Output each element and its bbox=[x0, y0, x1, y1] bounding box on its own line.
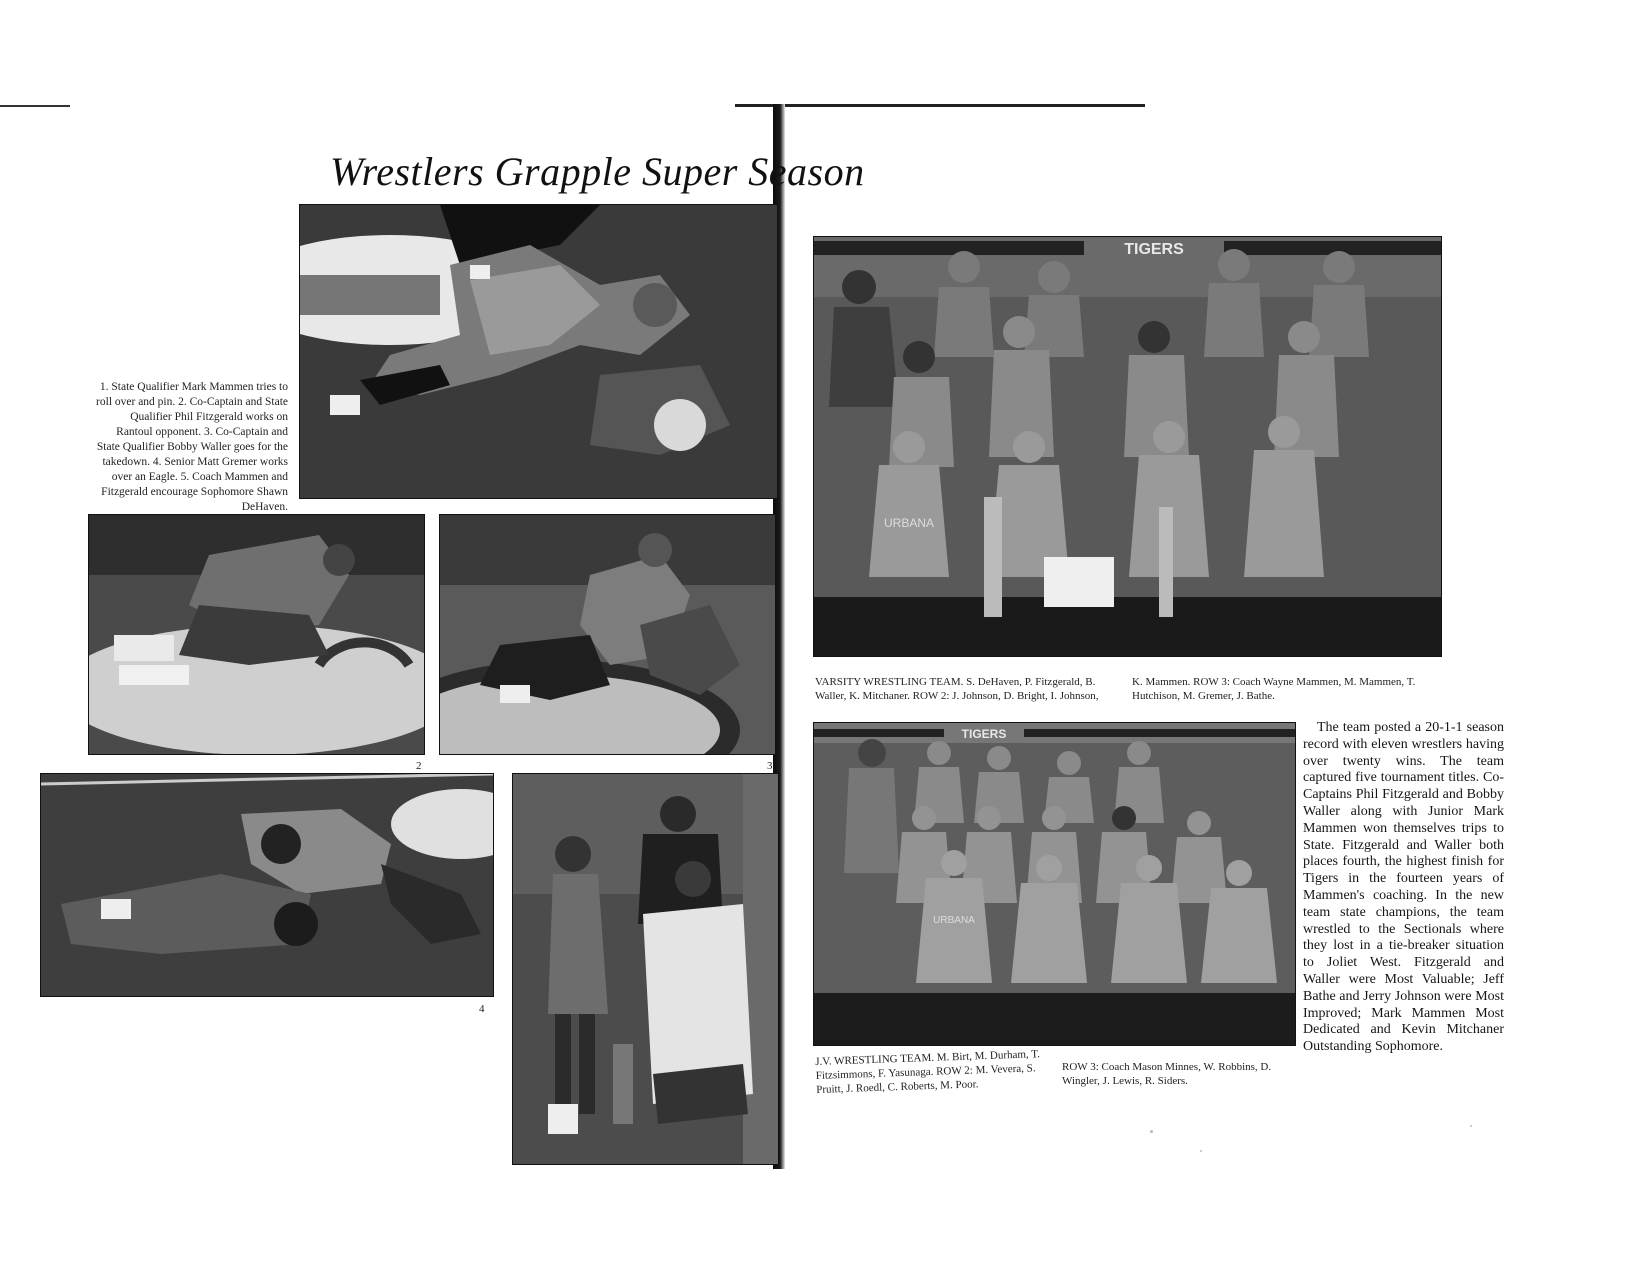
photo-varsity-team bbox=[813, 236, 1442, 657]
jv-banner-text: TIGERS bbox=[961, 727, 1007, 741]
jv-caption-col1: J.V. WRESTLING TEAM. M. Birt, M. Durham, T. Fitzsimmons, F. Yasunaga. ROW 2: M. Vevera, S. Pruitt, J. Roedl, C. Roberts, M. Poor. bbox=[815, 1048, 1041, 1096]
photo-3-waller bbox=[439, 514, 776, 755]
scan-speck bbox=[1470, 1125, 1472, 1127]
jv-caption-col2: ROW 3: Coach Mason Minnes, W. Robbins, D. Wingler, J. Lewis, R. Siders. bbox=[1062, 1061, 1272, 1087]
top-rule-right bbox=[735, 104, 1145, 107]
spread-title: Wrestlers Grapple Super Season bbox=[330, 149, 865, 194]
varsity-caption-col2: K. Mammen. ROW 3: Coach Wayne Mammen, M. Mammen, T. Hutchison, M. Gremer, J. Bathe. bbox=[1132, 676, 1416, 702]
photo-number-4: 4 bbox=[479, 1003, 485, 1015]
photo-number-3: 3 bbox=[767, 760, 773, 772]
photo-5-coach-encourage bbox=[512, 773, 779, 1165]
scan-speck bbox=[1150, 1130, 1153, 1133]
varsity-banner-text: TIGERS bbox=[1124, 241, 1184, 258]
photo-2-fitzgerald bbox=[88, 514, 425, 755]
jv-jersey-text: URBANA bbox=[933, 915, 975, 926]
photo-number-2: 2 bbox=[416, 760, 422, 772]
scan-speck bbox=[1200, 1150, 1202, 1152]
season-summary bbox=[1303, 720, 1504, 1056]
top-rule-left bbox=[0, 105, 70, 107]
photo-4-gremer bbox=[40, 773, 494, 997]
season-summary-paragraph: The team posted a 20-1-1 season record with eleven wrestlers having over twenty wins. The team captured five tournament titles. Co-Captains Phil Fitzgerald and Bobby Waller along with Junior Mark Mammen won themselves trips to State. Fitzgerald and Waller both places fourth, the highest finish for Tigers in the fourteen years of Mammen's coaching. In the new team state champions, the team wrestled to the Sectionals where they lost in a tie-breaker situation to Joliet West. Fitzgerald and Waller were Most Valuable; Jeff Bathe and Jerry Johnson were Most Improved; Mark Mammen Most Dedicated and Kevin Mitchaner Outstanding Sophomore. bbox=[1303, 720, 1504, 1055]
photo-1-mammen-roll bbox=[299, 204, 778, 499]
photo-jv-team bbox=[813, 722, 1296, 1046]
varsity-jersey-text: URBANA bbox=[883, 516, 935, 530]
photo-caption-left: 1. State Qualifier Mark Mammen tries to roll over and pin. 2. Co-Captain and State Qualifier Phil Fitzgerald works on Rantoul opponent. 3. Co-Captain and State Qualifier Bobby Waller goes for the takedown. 4. Senior Matt Gremer works over an Eagle. 5. Coach Mammen and Fitzgerald encourage Sophomore Shawn DeHaven. bbox=[96, 381, 288, 513]
varsity-caption-col1: VARSITY WRESTLING TEAM. S. DeHaven, P. Fitzgerald, B. Waller, K. Mitchaner. ROW 2: J. Johnson, D. Bright, I. Johnson, bbox=[815, 676, 1099, 702]
